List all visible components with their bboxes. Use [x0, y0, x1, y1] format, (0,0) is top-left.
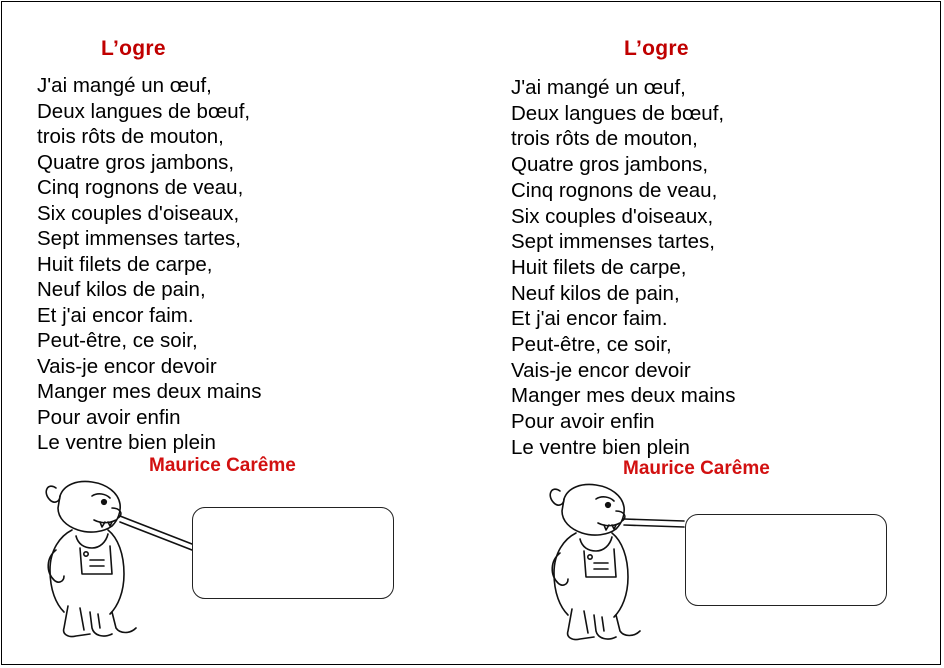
verse-line: Six couples d'oiseaux, [511, 204, 714, 228]
poem-title: L’ogre [101, 37, 166, 60]
ogre-illustration [20, 478, 195, 640]
verse-line: Deux langues de bœuf, [37, 99, 251, 123]
speech-bubble [192, 507, 394, 599]
verse-line: Manger mes deux mains [511, 384, 736, 408]
speech-bubble [685, 514, 887, 606]
verse-line: Quatre gros jambons, [511, 153, 709, 177]
verse-line: Vais-je encor devoir [511, 358, 691, 382]
verse-line: Huit filets de carpe, [37, 252, 213, 276]
verse-line: Huit filets de carpe, [511, 255, 687, 279]
verse-line: Pour avoir enfin [511, 410, 655, 434]
verse-line: Manger mes deux mains [37, 380, 262, 403]
verse-line: Et j'ai encor faim. [511, 307, 668, 331]
verse-line: Deux langues de bœuf, [511, 101, 725, 125]
verse-line: Peut-être, ce soir, [37, 329, 198, 352]
verse-line: trois rôts de mouton, [511, 127, 698, 151]
poem-author: Maurice Carême [623, 458, 770, 479]
ogre-illustration [524, 481, 699, 643]
verse-line: Six couples d'oiseaux, [37, 201, 240, 225]
verse-line: Peut-être, ce soir, [511, 333, 672, 357]
verse-line: Le ventre bien plein [511, 435, 690, 459]
verse-line: Et j'ai encor faim. [37, 303, 194, 327]
verse-line: trois rôts de mouton, [37, 125, 224, 148]
verse-line: Quatre gros jambons, [37, 150, 235, 174]
verse-line: Cinq rognons de veau, [511, 178, 718, 202]
poem-panel-right [474, 0, 914, 660]
verse-line: Vais-je encor devoir [37, 354, 217, 378]
verse-line: Le ventre bien plein [37, 431, 216, 454]
verse-line: J'ai mangé un œuf, [511, 76, 686, 99]
verse-line: J'ai mangé un œuf, [37, 74, 212, 97]
verse-line: Sept immenses tartes, [37, 227, 241, 250]
poem-panel-left [0, 0, 440, 660]
verse-line: Cinq rognons de veau, [37, 176, 244, 199]
verse-line: Neuf kilos de pain, [511, 281, 680, 305]
poem-verses [511, 75, 735, 461]
verse-line: Pour avoir enfin [37, 405, 181, 429]
poem-verses [37, 73, 261, 456]
poem-author: Maurice Carême [149, 455, 296, 476]
verse-line: Neuf kilos de pain, [37, 278, 206, 301]
poem-title: L’ogre [624, 37, 689, 60]
verse-line: Sept immenses tartes, [511, 230, 715, 254]
